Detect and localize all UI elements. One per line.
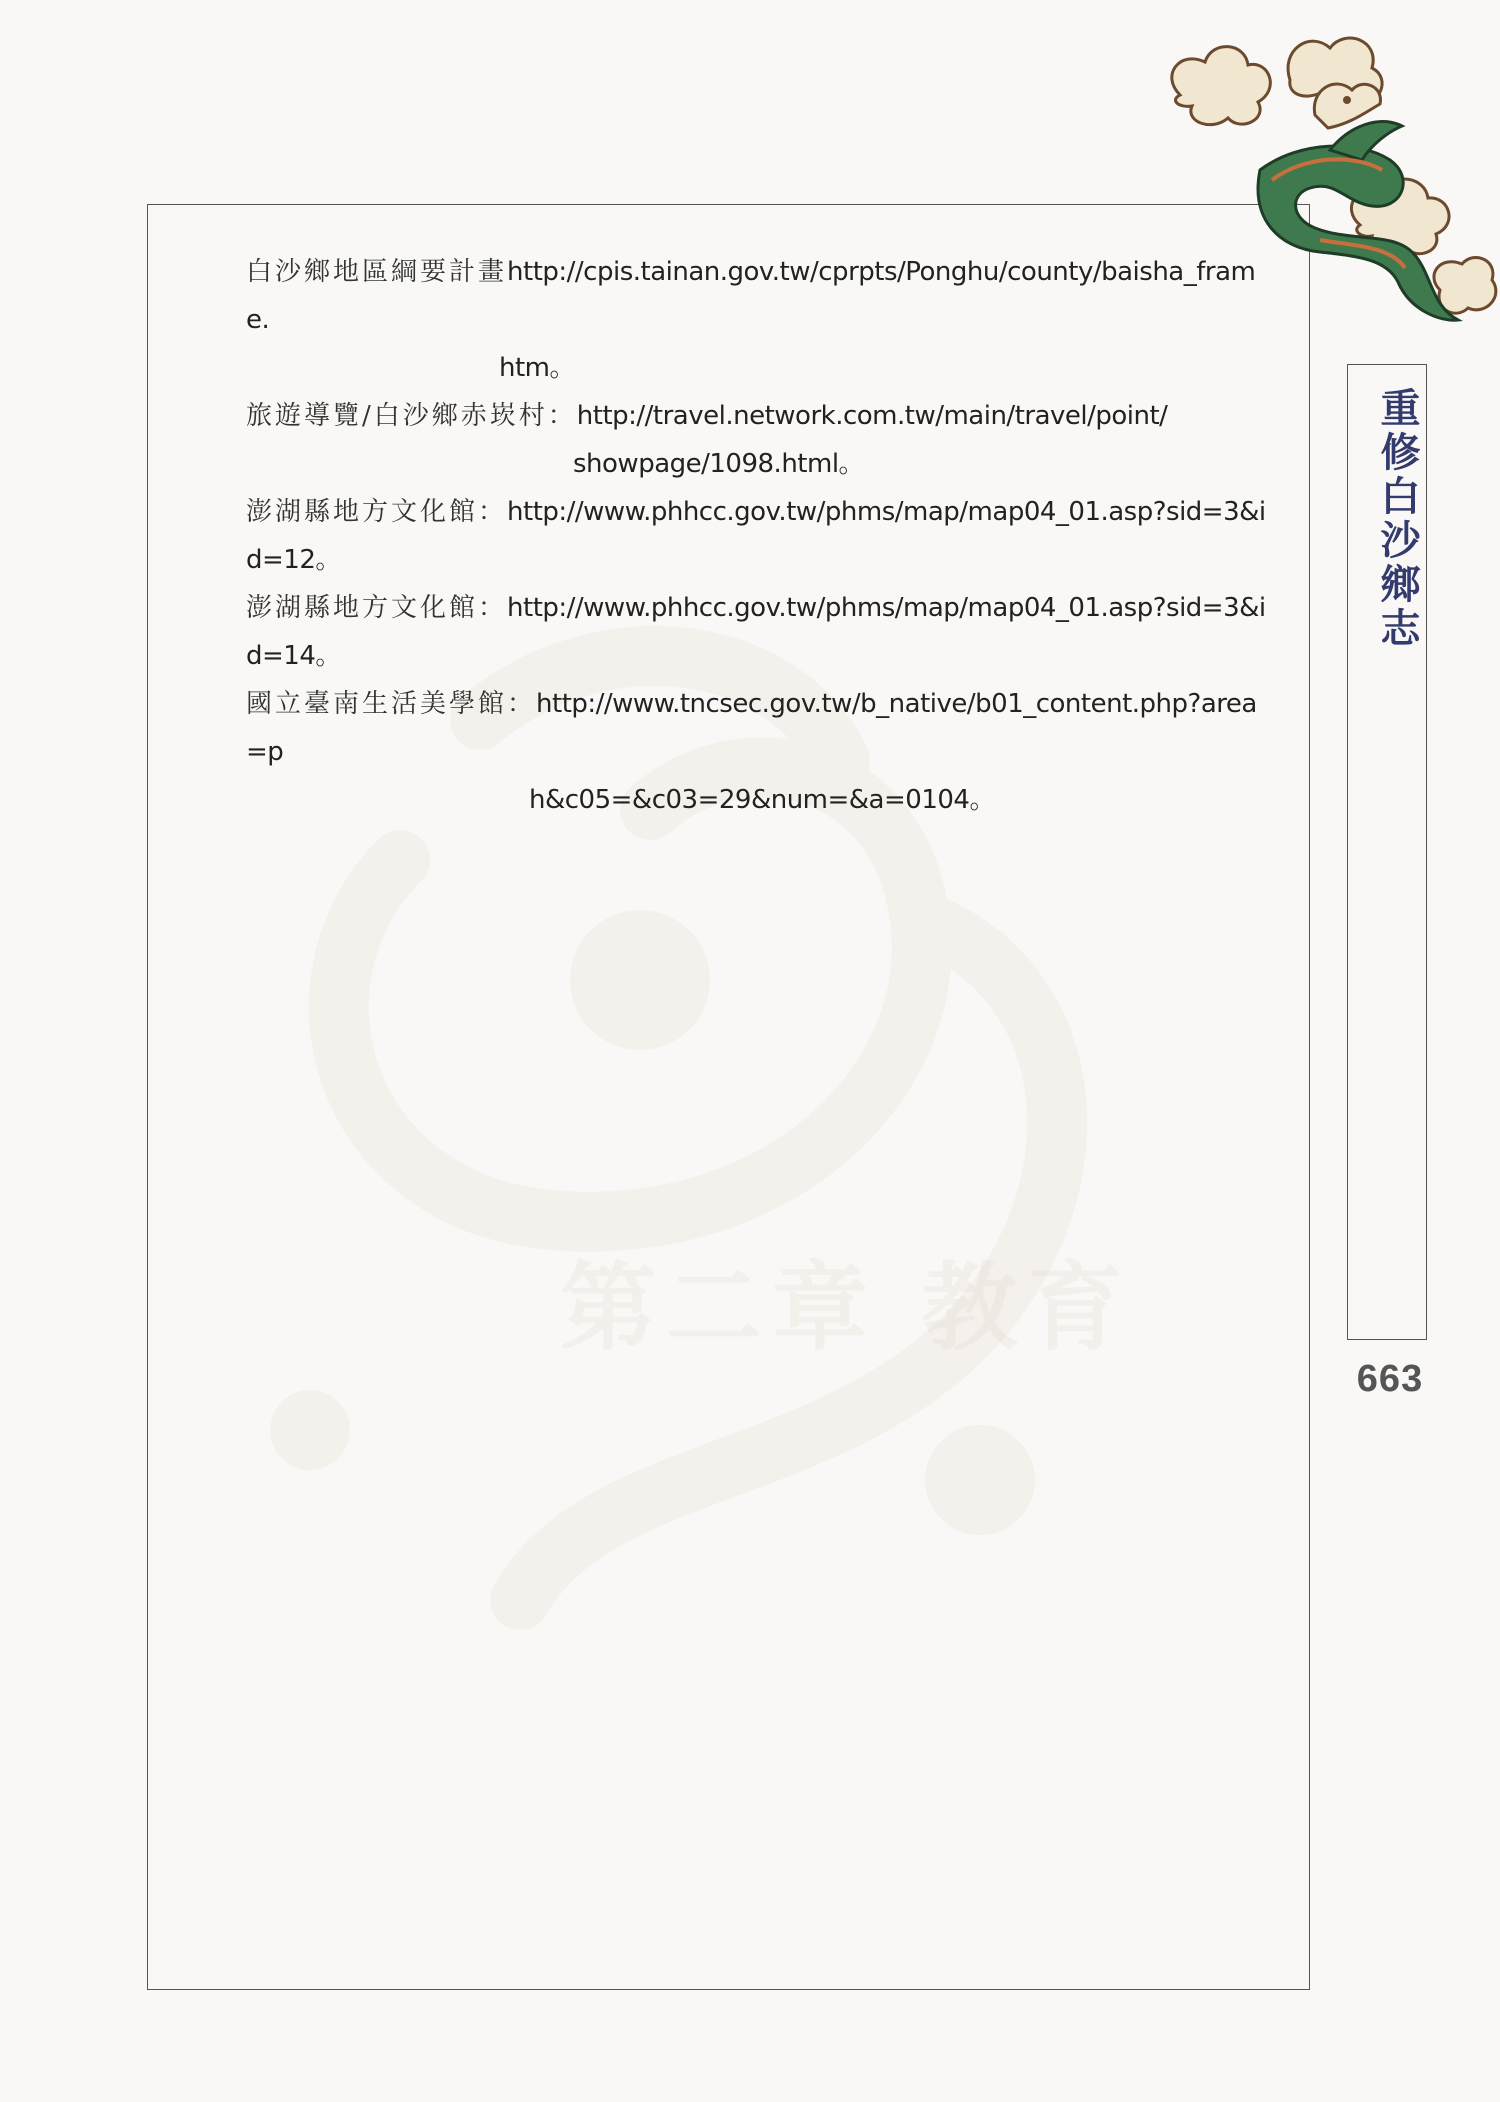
reference-entry xyxy=(246,392,1276,488)
reference-url[interactable]: http://www.phhcc.gov.tw/phms/map/map04_01.asp?sid=3&id=14。 xyxy=(246,593,1266,671)
reference-url-continuation[interactable]: h&c05=&c03=29&num=&a=0104。 xyxy=(529,785,995,815)
page-number: 663 xyxy=(1356,1358,1424,1400)
reference-label: 澎湖縣地方文化館： xyxy=(246,497,508,527)
side-title-box xyxy=(1347,364,1427,1340)
reference-url[interactable]: http://travel.network.com.tw/main/travel/point/ xyxy=(576,401,1168,431)
reference-label: 國立臺南生活美學館： xyxy=(246,689,537,719)
reference-entry xyxy=(246,248,1276,392)
reference-list xyxy=(246,248,1276,824)
reference-url-continuation[interactable]: showpage/1098.html。 xyxy=(573,449,865,479)
watermark-text: 第二章 教育 xyxy=(560,1251,1134,1364)
reference-url[interactable]: http://www.phhcc.gov.tw/phms/map/map04_01.asp?sid=3&id=12。 xyxy=(246,497,1266,575)
dragon-cloud-ornament-icon xyxy=(1140,20,1500,360)
reference-url-continuation[interactable]: htm。 xyxy=(499,353,576,383)
reference-label: 白沙鄉地區綱要計畫 xyxy=(246,257,508,287)
reference-label: 旅遊導覽/白沙鄉赤崁村： xyxy=(246,401,577,431)
book-title: 重修白沙鄉志 xyxy=(1374,387,1421,651)
reference-url[interactable]: http://cpis.tainan.gov.tw/cprpts/Ponghu/county/baisha_frame. xyxy=(246,257,1256,335)
reference-entry xyxy=(246,680,1276,824)
reference-entry xyxy=(246,488,1276,584)
reference-label: 澎湖縣地方文化館： xyxy=(246,593,508,623)
reference-entry xyxy=(246,584,1276,680)
reference-url[interactable]: http://www.tncsec.gov.tw/b_native/b01_content.php?area=p xyxy=(246,689,1257,767)
